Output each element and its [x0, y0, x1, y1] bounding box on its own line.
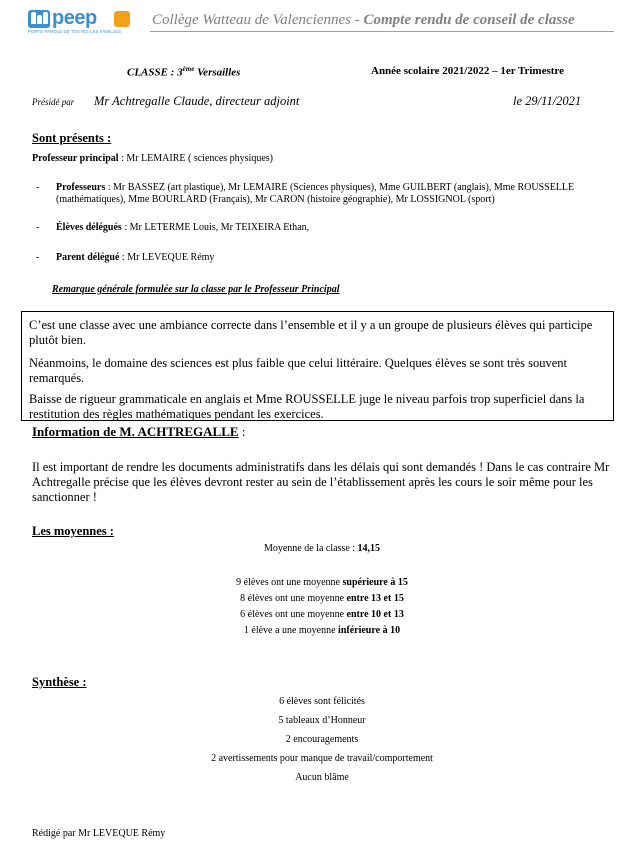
list-item: - Professeurs : Mr BASSEZ (art plastique), Mr LEMAIRE (Sciences physiques), Mme GUILBERT (anglais), Mme ROUSSELLE (mathématiques), Mme BOURLARD (Français), Mr CARON (histoire géographie), Mr LOSSIGNOL (sport)	[36, 182, 575, 205]
synthese-row: 6 élèves sont félicités	[279, 696, 365, 707]
synthese-row: 2 encouragements	[285, 734, 359, 745]
averages-title: Les moyennes :	[32, 524, 114, 538]
logo-badge-icon	[114, 11, 130, 27]
presided-label: Présidé par	[32, 97, 75, 107]
class-average: Moyenne de la classe : 14,15	[263, 543, 381, 554]
information-text: Il est important de rendre les documents administratifs dans les délais qui sont demandés ! Dans le cas contraire Mr Achtregalle précise que les élèves devront rester au sein de l’établissement après les cours le soir même pour les sanctionner !	[32, 460, 610, 504]
synthese-row: 2 avertissements pour manque de travail/comportement	[211, 753, 433, 764]
average-row: 1 élève a une moyenne inférieure à 10	[243, 625, 401, 636]
average-row: 8 élèves ont une moyenne entre 13 et 15	[240, 593, 404, 604]
document-type: Compte rendu de conseil de classe	[363, 12, 575, 28]
class-name: CLASSE : 3ème Versailles	[127, 65, 241, 79]
remark-paragraph: Néanmoins, le domaine des sciences est plus faible que celui littéraire. Quelques élèves se sont très souvent remarqués.	[29, 356, 568, 385]
synthese-title: Synthèse :	[32, 675, 87, 689]
remark-paragraph: C’est une classe avec une ambiance correcte dans l’ensemble et il y a un groupe de plusieurs élèves qui participe plutôt bien.	[29, 318, 593, 347]
logo-tagline: PORTE PAROLE DE TOUTES LES FAMILLES	[28, 29, 122, 34]
peep-logo	[28, 7, 132, 36]
average-row: 9 élèves ont une moyenne supérieure à 15	[236, 577, 408, 588]
header-divider	[150, 31, 614, 32]
logo-word: peep	[52, 7, 97, 29]
average-row: 6 élèves ont une moyenne entre 10 et 13	[240, 609, 404, 620]
family-figures-icon	[28, 10, 50, 28]
list-item: - Parent délégué : Mr LEVEQUE Rémy	[36, 252, 215, 263]
author: Rédigé par Mr LEVEQUE Rémy	[32, 828, 166, 839]
remark-title: Remarque générale formulée sur la classe par le Professeur Principal	[52, 284, 340, 295]
remark-paragraph: Baisse de rigueur grammaticale en anglais et Mme ROUSSELLE juge le niveau parfois trop superficiel dans la restitution des règles mathématiques pendant les exercices.	[29, 392, 585, 421]
presided-by: Mr Achtregalle Claude, directeur adjoint	[94, 94, 300, 108]
principal-teacher: Professeur principal : Mr LEMAIRE ( sciences physiques)	[32, 153, 273, 164]
information-title: Information de M. ACHTREGALLE :	[32, 424, 246, 439]
synthese-row: 5 tableaux d’Honneur	[278, 715, 366, 726]
school-name: Collège Watteau de Valenciennes	[152, 12, 351, 28]
presents-title: Sont présents :	[32, 131, 112, 145]
header-title: Collège Watteau de Valenciennes - Compte rendu de conseil de classe	[152, 12, 575, 28]
meeting-date: le 29/11/2021	[513, 94, 582, 108]
list-item: - Élèves délégués : Mr LETERME Louis, Mr TEIXEIRA Ethan,	[36, 222, 310, 233]
synthese-row: Aucun blâme	[295, 772, 349, 783]
remark-box	[21, 311, 614, 421]
school-year: Année scolaire 2021/2022 – 1er Trimestre	[371, 65, 564, 77]
